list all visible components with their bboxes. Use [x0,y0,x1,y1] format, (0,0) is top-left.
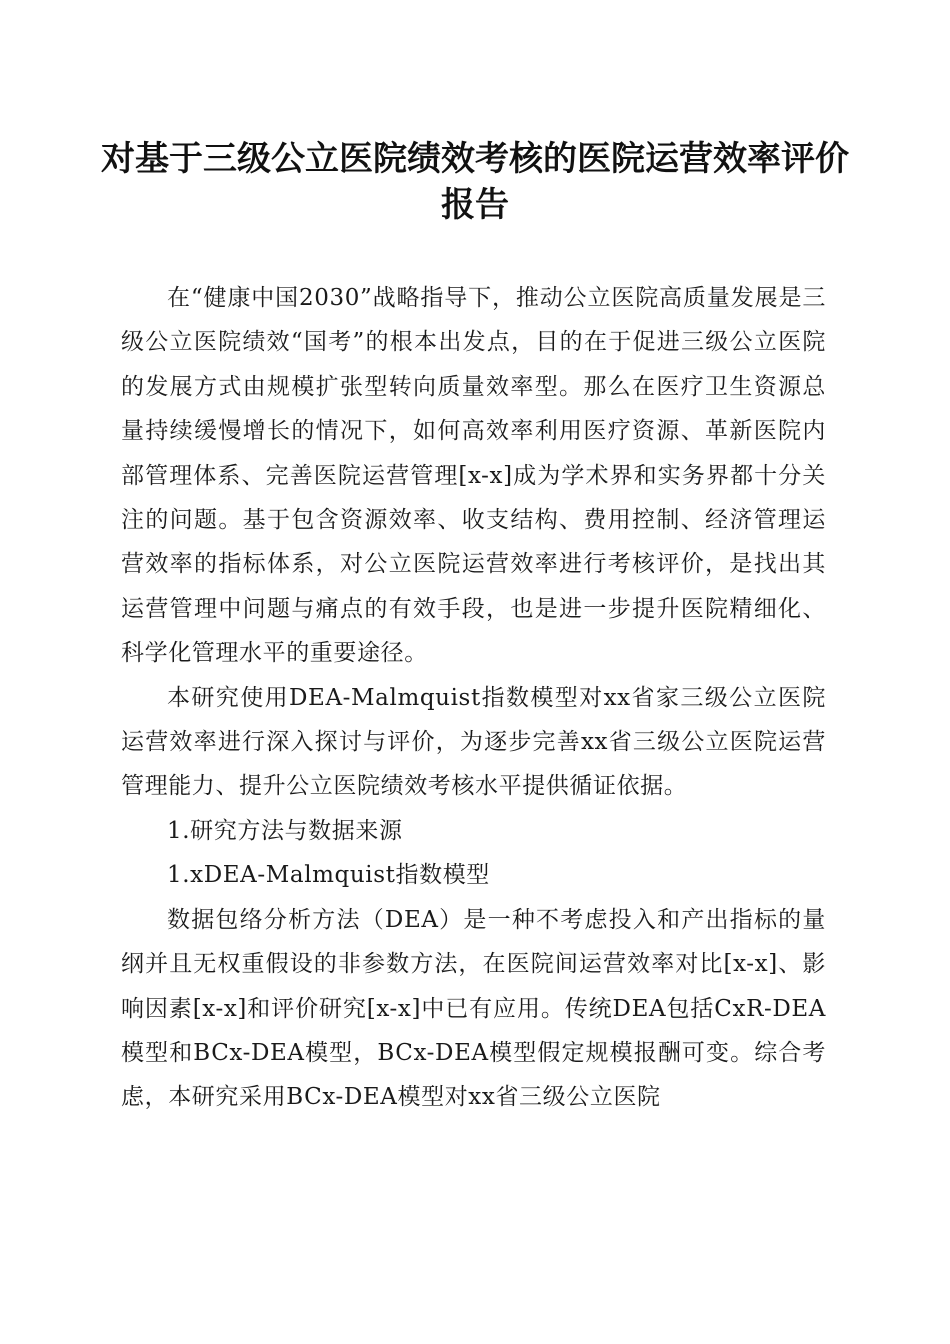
paragraph-study-purpose: 本研究使用DEA-Malmquist指数模型对xx省家三级公立医院运营效率进行深入探讨与评价，为逐步完善xx省三级公立医院运营管理能力、提升公立医院绩效考核水平提供循证依据。 [121,684,826,800]
subsection-heading-model: 1.xDEA-Malmquist指数模型 [167,862,490,889]
document-title: 对基于三级公立医院绩效考核的医院运营效率评价报告 [101,139,849,225]
paragraph-intro: 在“健康中国2030”战略指导下，推动公立医院高质量发展是三级公立医院绩效“国考”的根本出发点，目的在于促进三级公立医院的发展方式由规模扩张型转向质量效率型。那么在医疗卫生资源总量持续缓慢增长的情况下，如何高效率利用医疗资源、革新医院内部管理体系、完善医院运营管理[x-x]成为学术界和实务界都十分关注的问题。基于包含资源效率、收支结构、费用控制、经济管理运营效率的指标体系，对公立医院运营效率进行考核评价，是找出其运营管理中问题与痛点的有效手段，也是进一步提升医院精细化、科学化管理水平的重要途径。 [121,285,826,667]
document-body [121,276,826,1120]
section-heading-methods: 1.研究方法与数据来源 [167,817,403,844]
paragraph-dea-method: 数据包络分析方法（DEA）是一种不考虑投入和产出指标的量纲并且无权重假设的非参数方法，在医院间运营效率对比[x-x]、影响因素[x-x]和评价研究[x-x]中已有应用。传统DEA包括CxR-DEA模型和BCx-DEA模型，BCx-DEA模型假定规模报酬可变。综合考虑，本研究采用BCx-DEA模型对xx省三级公立医院 [121,906,826,1111]
